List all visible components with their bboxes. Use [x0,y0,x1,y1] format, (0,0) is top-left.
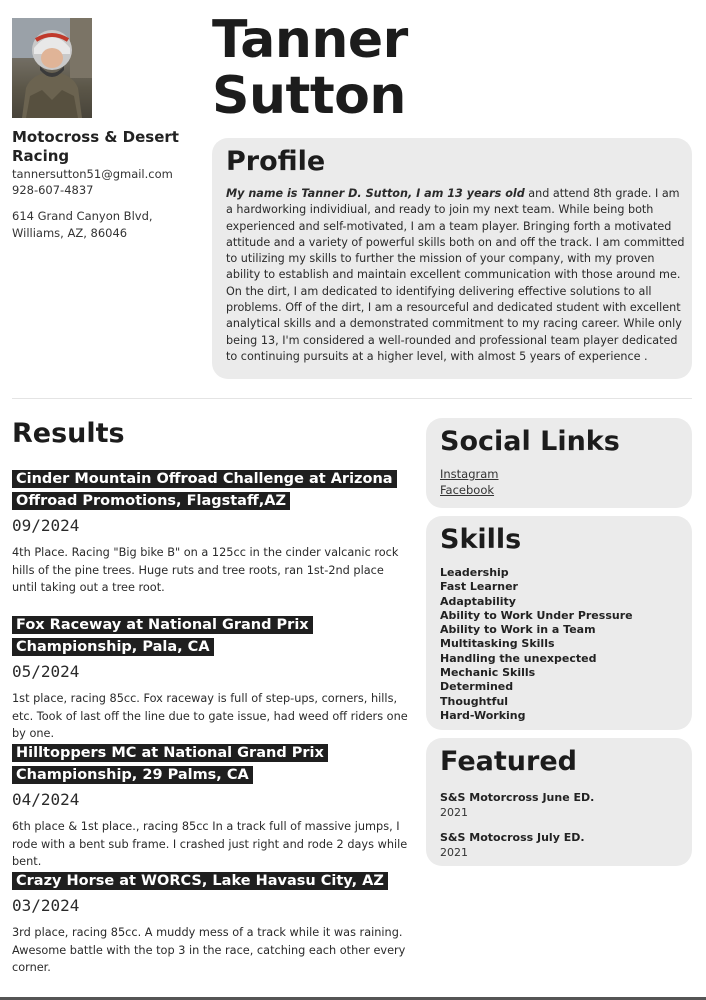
result-entry [12,614,412,743]
result-title-line2: Offroad Promotions, Flagstaff,AZ [12,492,290,510]
skill-item: Determined [440,680,514,694]
skill-item: Thoughtful [440,694,509,708]
results-heading: Results [12,418,125,449]
skills-heading: Skills [440,524,522,555]
skills-card [426,516,692,730]
skill-item: Adaptability [440,594,516,608]
result-title-line1: Hilltoppers MC at National Grand Prix [12,744,328,762]
result-title [12,742,412,786]
last-name: Sutton [212,66,406,126]
result-title-line2: Championship, 29 Palms, CA [12,766,253,784]
result-description: 3rd place, racing 85cc. A muddy mess of a track while it was raining. Awesome battle with the top 3 in the race, catching each other every corner. [12,926,406,974]
skill-item: Multitasking Skills [440,637,555,651]
featured-item [440,830,594,860]
skill-item: Fast Learner [440,580,518,594]
skill-item: Mechanic Skills [440,666,536,680]
profile-text [226,186,686,365]
address: 614 Grand Canyon Blvd, Williams, AZ, 86046 [12,209,153,240]
divider [12,398,692,399]
result-title [12,614,412,658]
instagram-link[interactable]: Instagram [440,467,499,481]
skill-item: Ability to Work in a Team [440,623,596,637]
result-date: 04/2024 [12,790,80,809]
social-links-card [426,418,692,508]
result-title [12,870,412,892]
featured-heading: Featured [440,746,577,777]
skill-item: Leadership [440,566,509,579]
skills-list [440,566,633,723]
featured-list [440,790,594,870]
featured-item [440,790,594,820]
featured-year: 2021 [440,846,468,859]
profile-body: and attend 8th grade. I am a hardworking individiual, and ready to join my next team. While being both experienced and self-motivated, I am a team player. Bringing forth a motivated attitude and a variety of powerful skills both on and off the track. I am committed to utilizing my skills to further the mission of your company, with my proven ability to establish and maintain excellent communication with those around me. On the dirt, I am dedicated to identifying delivering effective solutions to all problems. Off of the dirt, I am a resourceful and dedicated student with excellent analytical skills and a demonstrated commitment to my racing career. While only being 13, I'm considered a well-rounded and professional team player dedicated to continuing pursuits at a higher level, with almost 5 years of experience . [226,187,685,363]
result-description: 4th Place. Racing "Big bike B" on a 125cc in the cinder valcanic rock hills of the pine trees. Huge ruts and tree roots, ran 1st-2nd place until taking out a tree root. [12,546,399,594]
result-description: 1st place, racing 85cc. Fox raceway is full of step-ups, corners, hills, etc. Took of last off the line due to gate issue, had weed off riders one by one. [12,692,408,740]
result-entry [12,870,412,977]
result-date: 03/2024 [12,896,80,915]
social-links [440,466,499,498]
result-title-line2: Championship, Pala, CA [12,638,214,656]
skill-item: Ability to Work Under Pressure [440,608,633,622]
result-date: 05/2024 [12,662,80,681]
profile-card [212,138,692,379]
facebook-link[interactable]: Facebook [440,483,495,497]
profile-heading: Profile [226,146,326,177]
result-title-line1: Fox Raceway at National Grand Prix [12,616,313,634]
featured-title: S&S Motocross July ED. [440,831,585,844]
result-title [12,468,412,512]
results-section [12,418,412,974]
email[interactable]: tannersutton51@gmail.com [12,167,173,181]
result-title-line1: Cinder Mountain Offroad Challenge at Arizona [12,470,397,488]
result-description: 6th place & 1st place., racing 85cc In a track full of massive jumps, I rode with a bent sub frame. I crashed just right and rode 2 days while bent. [12,820,408,868]
profile-intro: My name is Tanner D. Sutton, I am 13 years old [226,187,525,200]
result-entry [12,742,412,871]
contact-block [12,128,202,242]
first-name: Tanner [212,10,408,70]
social-heading: Social Links [440,426,620,457]
featured-year: 2021 [440,806,468,819]
candidate-name [212,12,408,124]
result-date: 09/2024 [12,516,80,535]
featured-card [426,738,692,866]
result-entry [12,468,412,597]
profile-photo [12,18,92,118]
skill-item: Handling the unexpected [440,651,597,665]
phone[interactable]: 928-607-4837 [12,183,94,197]
discipline: Motocross & Desert Racing [12,128,179,165]
skill-item: Hard-Working [440,708,526,722]
featured-title: S&S Motorcross June ED. [440,791,595,804]
result-title-line1: Crazy Horse at WORCS, Lake Havasu City, AZ [12,872,388,890]
